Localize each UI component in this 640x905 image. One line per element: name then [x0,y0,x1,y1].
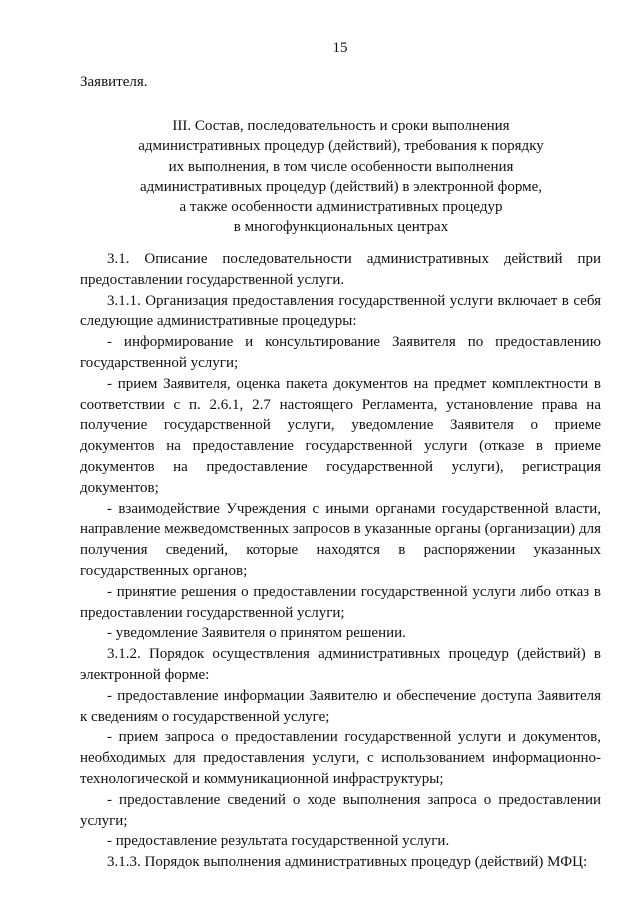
paragraph-3-1-2: 3.1.2. Порядок осуществления административных процедур (действий) в электронной форме: [80,646,601,683]
list-item: - предоставление сведений о ходе выполнения запроса о предоставлении услуги; [80,791,601,829]
page-number: 15 [332,40,348,56]
list-item: - взаимодействие Учреждения с иными органами государственной власти, направление межведомственных запросов в указанные органы (организации) для получения сведений, которые находятся в распоряжении указанных государственных органов; [80,500,601,579]
section-heading [120,116,562,238]
list-item: - принятие решения о предоставлении государственной услуги либо отказ в предоставлении государственной услуги; [80,583,601,621]
section-heading-line: III. Состав, последовательность и сроки выполнения [172,118,510,134]
section-heading-line: в многофункциональных центрах [233,219,449,236]
list-item: - прием Заявителя, оценка пакета документов на предмет комплектности в соответствии с п. 2.6.1, 2.7 настоящего Регламента, установление права на получение государственной услуги, уведомление Заявителя о приеме документов на предоставление государственной услуги (отказе в приеме документов на предоставление государственной услуги), регистрация документов; [80,375,601,496]
paragraph-3-1-1: 3.1.1. Организация предоставления государственной услуги включает в себя следующие административные процедуры: [80,292,601,330]
section-heading-line: их выполнения, в том числе особенности выполнения [168,158,514,175]
list-item: - прием запроса о предоставлении государственной услуги и документов, необходимых для предоставления услуги, с использованием информационно-технологической и коммуникационной инфраструктуры; [80,729,601,787]
paragraph-3-1-3: 3.1.3. Порядок выполнения административных процедур (действий) МФЦ: [107,854,588,871]
section-heading-line: административных процедур (действий), требования к порядку [138,138,544,155]
section-heading-line: административных процедур (действий) в электронной форме, [139,178,543,195]
list-item: - информирование и консультирование Заявителя по предоставлению государственной услуги; [80,334,601,371]
list-item: - предоставление результата государственной услуги. [107,833,450,850]
paragraph-3-1: 3.1. Описание последовательности административных действий при предоставлении государственной услуги. [80,251,601,288]
list-item: - предоставление информации Заявителю и обеспечение доступа Заявителя к сведениям о государственной услуге; [80,687,601,725]
body-text [80,249,601,873]
continuation-text: Заявителя. [80,74,148,90]
section-heading-line: а также особенности административных процедур [179,199,503,216]
list-item: - уведомление Заявителя о принятом решении. [107,625,406,642]
